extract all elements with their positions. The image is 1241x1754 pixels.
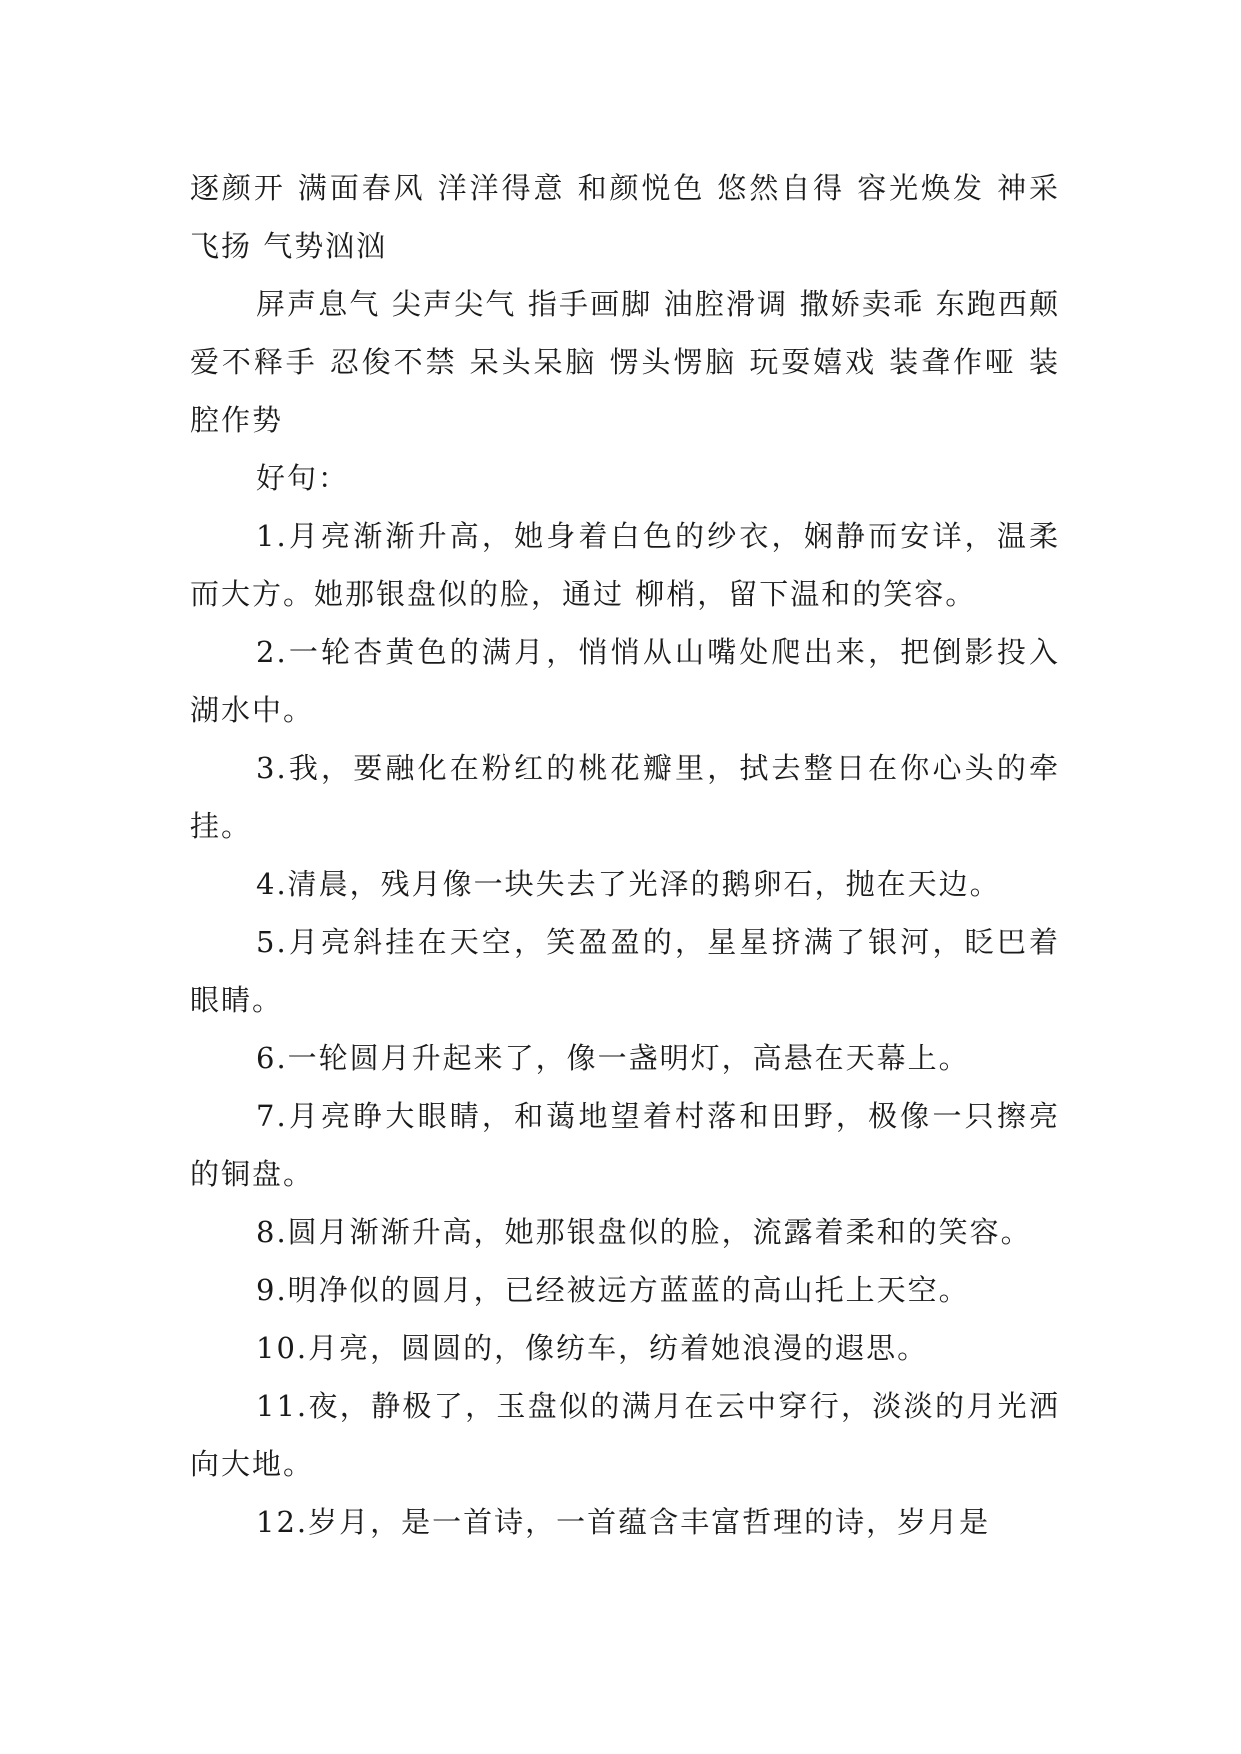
- sentence-item-2: 2.一轮杏黄色的满月，悄悄从山嘴处爬出来，把倒影投入湖水中。: [190, 635, 1060, 727]
- sentence-item-7: 7.月亮睁大眼睛，和蔼地望着村落和田野，极像一只擦亮的铜盘。: [190, 1099, 1060, 1191]
- sentence-item-9: 9.明净似的圆月，已经被远方蓝蓝的高山托上天空。: [256, 1273, 970, 1307]
- sentence-item-8: 8.圆月渐渐升高，她那银盘似的脸，流露着柔和的笑容。: [256, 1215, 1032, 1249]
- sentence-item-1: 1.月亮渐渐升高，她身着白色的纱衣，娴静而安详，温柔而大方。她那银盘似的脸，通过 柳梢，留下温和的笑容。: [190, 519, 1060, 611]
- sentence-item-12: 12.岁月，是一首诗，一首蕴含丰富哲理的诗，岁月是: [256, 1505, 991, 1539]
- sentence-item-5: 5.月亮斜挂在天空，笑盈盈的，星星挤满了银河，眨巴着眼睛。: [190, 925, 1060, 1017]
- document-body: [190, 159, 1060, 1551]
- section-heading-good-sentences: 好句：: [256, 461, 350, 495]
- idiom-paragraph-2: 屏声息气 尖声尖气 指手画脚 油腔滑调 撒娇卖乖 东跑西颠 爱不释手 忍俊不禁 呆头呆脑 愣头愣脑 玩耍嬉戏 装聋作哑 装腔作势: [190, 287, 1060, 437]
- sentence-item-4: 4.清晨，残月像一块失去了光泽的鹅卵石，抛在天边。: [256, 867, 1001, 901]
- sentence-item-3: 3.我，要融化在粉红的桃花瓣里，拭去整日在你心头的牵挂。: [190, 751, 1060, 843]
- sentence-item-11: 11.夜，静极了，玉盘似的满月在云中穿行，淡淡的月光洒向大地。: [190, 1389, 1060, 1481]
- sentence-item-10: 10.月亮，圆圆的，像纺车，纺着她浪漫的遐思。: [256, 1331, 929, 1365]
- sentence-item-6: 6.一轮圆月升起来了，像一盏明灯，高悬在天幕上。: [256, 1041, 970, 1075]
- idiom-paragraph-1: 逐颜开 满面春风 洋洋得意 和颜悦色 悠然自得 容光焕发 神采飞扬 气势汹汹: [190, 171, 1060, 263]
